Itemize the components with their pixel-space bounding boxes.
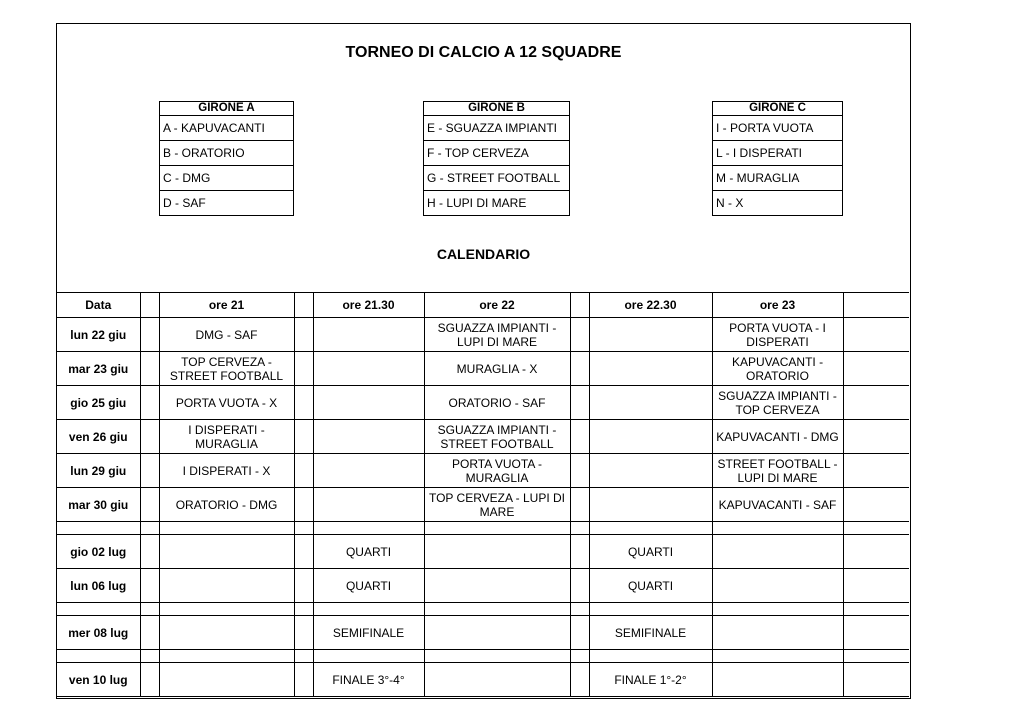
slot-23-cell: SGUAZZA IMPIANTI - TOP CERVEZA [712,386,843,420]
slot-23-cell [712,535,843,569]
blank-cell [140,352,159,386]
group-a-table [159,101,294,216]
blank-cell [843,352,909,386]
blank-cell [570,318,589,352]
group-a-header: GIRONE A [160,102,294,116]
slot-22-cell: MURAGLIA - X [424,352,570,386]
blank-cell [570,663,589,697]
slot-23-cell [712,616,843,650]
slot-23-cell [712,663,843,697]
slot-2230-cell [589,454,712,488]
blank-cell [843,293,909,318]
slot-2230-cell: QUARTI [589,535,712,569]
slot-2230-cell: SEMIFINALE [589,616,712,650]
schedule-row [57,535,909,569]
schedule-row [57,352,909,386]
slot-23-cell: STREET FOOTBALL - LUPI DI MARE [712,454,843,488]
group-c-team: I - PORTA VUOTA [713,116,843,141]
slot-21-cell [159,603,294,616]
slot-23-cell [712,522,843,535]
blank-cell [294,650,313,663]
slot-21-cell: TOP CERVEZA - STREET FOOTBALL [159,352,294,386]
slot-2130-cell [313,488,424,522]
blank-cell [140,293,159,318]
slot-2230-cell [589,650,712,663]
schedule-row [57,488,909,522]
group-c-team: N - X [713,191,843,216]
date-cell: lun 29 giu [57,454,140,488]
slot-23-cell: KAPUVACANTI - ORATORIO [712,352,843,386]
date-cell: ven 10 lug [57,663,140,697]
blank-cell [140,454,159,488]
slot-21-cell [159,616,294,650]
slot-2130-cell [313,603,424,616]
slot-23-cell: KAPUVACANTI - DMG [712,420,843,454]
date-cell: mar 23 giu [57,352,140,386]
slot-22-cell [424,535,570,569]
slot-21-cell: I DISPERATI - MURAGLIA [159,420,294,454]
blank-cell [570,352,589,386]
slot-21-cell: PORTA VUOTA - X [159,386,294,420]
blank-cell [843,569,909,603]
blank-cell [140,535,159,569]
slot-2130-cell [313,318,424,352]
schedule-row [57,569,909,603]
slot-2230-cell: FINALE 1°-2° [589,663,712,697]
blank-cell [294,318,313,352]
slot-2130-cell [313,420,424,454]
group-c-team: L - I DISPERATI [713,141,843,166]
slot-2130-cell: SEMIFINALE [313,616,424,650]
blank-cell [294,603,313,616]
blank-cell [140,603,159,616]
group-b-team: E - SGUAZZA IMPIANTI [424,116,570,141]
schedule-row [57,663,909,697]
date-cell [57,650,140,663]
schedule-row [57,616,909,650]
schedule-row [57,420,909,454]
schedule-table [57,292,909,697]
header-date-cell: Data [57,293,140,318]
blank-cell [294,616,313,650]
group-b-team: F - TOP CERVEZA [424,141,570,166]
date-cell: lun 06 lug [57,569,140,603]
slot-23-cell: PORTA VUOTA - I DISPERATI [712,318,843,352]
page-title: TORNEO DI CALCIO A 12 SQUADRE [345,44,622,61]
blank-cell [140,650,159,663]
blank-cell [294,386,313,420]
slot-21-cell [159,650,294,663]
slot-22-cell [424,603,570,616]
slot-22-cell: TOP CERVEZA - LUPI DI MARE [424,488,570,522]
blank-cell [570,603,589,616]
slot-2230-cell [589,386,712,420]
slot-2230-cell [589,522,712,535]
header-slot-21-cell: ore 21 [159,293,294,318]
slot-22-cell [424,522,570,535]
blank-cell [570,616,589,650]
slot-22-cell [424,650,570,663]
blank-cell [140,522,159,535]
group-c-table [712,101,843,216]
group-a-team: D - SAF [160,191,294,216]
slot-21-cell: I DISPERATI - X [159,454,294,488]
blank-cell [843,535,909,569]
date-cell: mer 08 lug [57,616,140,650]
blank-cell [570,420,589,454]
slot-21-cell: ORATORIO - DMG [159,488,294,522]
blank-cell [140,569,159,603]
group-a-team: B - ORATORIO [160,141,294,166]
blank-cell [570,569,589,603]
slot-21-cell [159,535,294,569]
slot-22-cell [424,616,570,650]
blank-cell [140,663,159,697]
slot-22-cell: SGUAZZA IMPIANTI - STREET FOOTBALL [424,420,570,454]
group-c-team: M - MURAGLIA [713,166,843,191]
blank-cell [570,454,589,488]
slot-21-cell [159,522,294,535]
blank-cell [294,569,313,603]
slot-23-cell [712,603,843,616]
slot-21-cell [159,569,294,603]
blank-cell [294,522,313,535]
slot-2230-cell: QUARTI [589,569,712,603]
slot-22-cell [424,569,570,603]
blank-cell [843,650,909,663]
blank-cell [570,488,589,522]
blank-cell [294,293,313,318]
blank-cell [843,522,909,535]
blank-cell [843,454,909,488]
blank-cell [140,318,159,352]
slot-2130-cell [313,522,424,535]
blank-cell [570,535,589,569]
blank-cell [140,616,159,650]
group-b-table [423,101,570,216]
slot-2130-cell [313,386,424,420]
schedule-spacer-row [57,603,909,616]
group-b-team: G - STREET FOOTBALL [424,166,570,191]
slot-2130-cell [313,352,424,386]
slot-22-cell: ORATORIO - SAF [424,386,570,420]
date-cell [57,603,140,616]
blank-cell [843,663,909,697]
header-slot-22-cell: ore 22 [424,293,570,318]
schedule-spacer-row [57,650,909,663]
blank-cell [843,318,909,352]
slot-21-cell [159,663,294,697]
schedule-row [57,386,909,420]
slot-2130-cell [313,454,424,488]
slot-2230-cell [589,318,712,352]
slot-23-cell [712,569,843,603]
date-cell: ven 26 giu [57,420,140,454]
blank-cell [294,663,313,697]
blank-cell [843,488,909,522]
blank-cell [140,488,159,522]
slot-2230-cell [589,420,712,454]
slot-22-cell: PORTA VUOTA - MURAGLIA [424,454,570,488]
blank-cell [140,420,159,454]
calendar-title: CALENDARIO [436,246,531,262]
date-cell: gio 02 lug [57,535,140,569]
schedule-row [57,454,909,488]
slot-2130-cell: QUARTI [313,569,424,603]
slot-2230-cell [589,352,712,386]
slot-2230-cell [589,603,712,616]
schedule-header-row [57,293,909,318]
blank-cell [843,420,909,454]
blank-cell [843,603,909,616]
schedule-row [57,318,909,352]
date-cell: lun 22 giu [57,318,140,352]
date-cell: mar 30 giu [57,488,140,522]
group-b-team: H - LUPI DI MARE [424,191,570,216]
header-slot-2230-cell: ore 22.30 [589,293,712,318]
blank-cell [294,454,313,488]
blank-cell [294,352,313,386]
group-a-team: A - KAPUVACANTI [160,116,294,141]
slot-22-cell: SGUAZZA IMPIANTI - LUPI DI MARE [424,318,570,352]
blank-cell [570,293,589,318]
date-cell: gio 25 giu [57,386,140,420]
group-b-header: GIRONE B [424,102,570,116]
slot-22-cell [424,663,570,697]
slot-23-cell [712,650,843,663]
slot-21-cell: DMG - SAF [159,318,294,352]
blank-cell [843,386,909,420]
tournament-sheet [56,23,911,699]
slot-23-cell: KAPUVACANTI - SAF [712,488,843,522]
slot-2230-cell [589,488,712,522]
slot-2130-cell [313,650,424,663]
slot-2130-cell: FINALE 3°-4° [313,663,424,697]
blank-cell [294,420,313,454]
blank-cell [570,522,589,535]
schedule-spacer-row [57,522,909,535]
blank-cell [140,386,159,420]
blank-cell [570,650,589,663]
blank-cell [294,488,313,522]
slot-2130-cell: QUARTI [313,535,424,569]
date-cell [57,522,140,535]
blank-cell [843,616,909,650]
group-c-header: GIRONE C [713,102,843,116]
blank-cell [294,535,313,569]
blank-cell [570,386,589,420]
group-a-team: C - DMG [160,166,294,191]
header-slot-23-cell: ore 23 [712,293,843,318]
header-slot-2130-cell: ore 21.30 [313,293,424,318]
